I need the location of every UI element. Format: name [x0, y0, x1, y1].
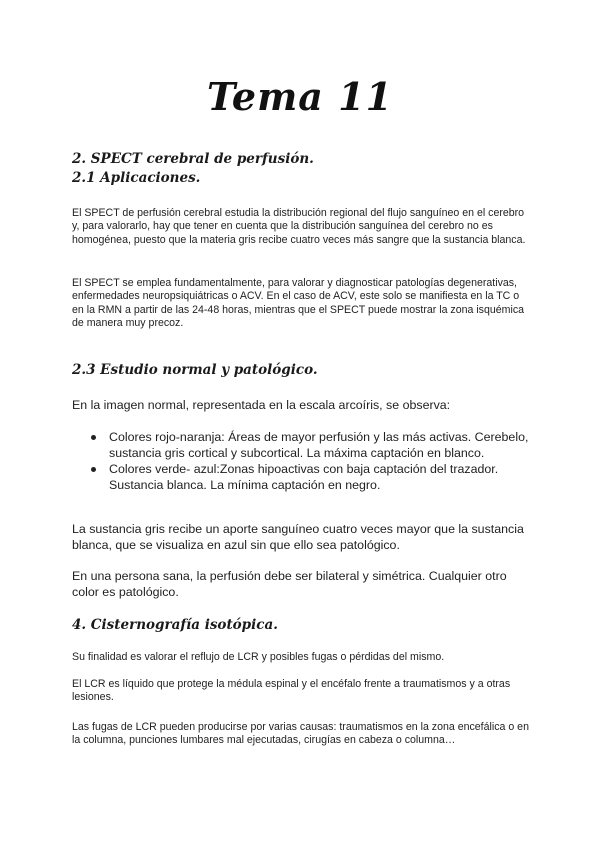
list-item: Colores verde- azul:Zonas hipoactivas con baja captación del trazador. Sustancia blanca. La mínima captación en negro. [72, 461, 530, 493]
paragraph-sustancia-gris: La sustancia gris recibe un aporte sanguíneo cuatro veces mayor que la sustancia blanca, que se visualiza en azul sin que ello sea patológico. [72, 522, 524, 552]
heading-spect: 2. SPECT cerebral de perfusión. [72, 151, 314, 167]
paragraph-lcr: El LCR es líquido que protege la médula espinal y el encéfalo frente a traumatismos y a otras lesiones. [72, 678, 511, 704]
paragraph-fugas: Las fugas de LCR pueden producirse por varias causas: traumatismos en la zona encefálica o en la columna, punciones lumbares mal ejecutadas, cirugías en cabeza o columna… [72, 721, 529, 747]
bullet-list [72, 429, 530, 493]
paragraph-escala-intro: En la imagen normal, representada en la escala arcoíris, se observa: [72, 398, 451, 412]
heading-estudio-normal: 2.3 Estudio normal y patológico. [72, 362, 318, 378]
paragraph-spect-uses: El SPECT se emplea fundamentalmente, para valorar y diagnosticar patologías degenerativas, enfermedades neuropsiquiátricas o ACV. En el caso de ACV, este solo se manifiesta en la TC o en la RMN a partir de las 24-48 horas, mientras que el SPECT puede mostrar la zona isquémica de manera muy precoz. [72, 277, 525, 330]
page-title: Tema 11 [206, 74, 394, 119]
list-item: Colores rojo-naranja: Áreas de mayor perfusión y las más activas. Cerebelo, sustancia gris cortical y subcortical. La máxima captación en blanco. [72, 429, 530, 461]
section-2-headings [72, 150, 530, 188]
paragraph-finalidad: Su finalidad es valorar el reflujo de LCR y posibles fugas o pérdidas del mismo. [72, 651, 445, 663]
bullet-icon [91, 467, 96, 472]
heading-cisternografia: 4. Cisternografía isotópica. [72, 617, 278, 633]
paragraph-persona-sana: En una persona sana, la perfusión debe ser bilateral y simétrica. Cualquier otro color es patológico. [72, 569, 507, 599]
bullet-icon [91, 435, 96, 440]
heading-aplicaciones: 2.1 Aplicaciones. [72, 170, 201, 186]
paragraph-spect-intro: El SPECT de perfusión cerebral estudia la distribución regional del flujo sanguíneo en el cerebro y, para valorarlo, hay que tener en cuenta que la distribución sanguínea del cerebro no es homogénea, puesto que la materia gris recibe cuatro veces más sangre que la sustancia blanca. [72, 207, 526, 246]
